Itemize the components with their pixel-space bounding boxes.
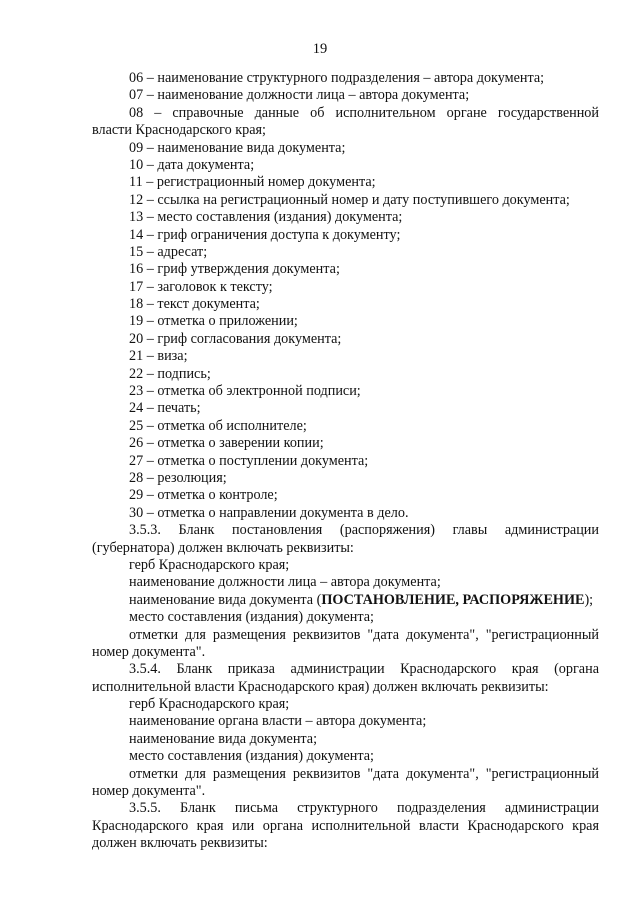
text-line: отметки для размещения реквизитов "дата документа", "регистрационный (129, 626, 599, 643)
text-line: 14 – гриф ограничения доступа к документу; (129, 226, 401, 243)
text-line: 17 – заголовок к тексту; (129, 278, 273, 295)
text-line: 07 – наименование должности лица – автора документа; (129, 87, 470, 104)
text-line: 11 – регистрационный номер документа; (129, 174, 376, 191)
text-line: 08 – справочные данные об исполнительном органе государственной (129, 104, 599, 121)
text-line: (губернатора) должен включать реквизиты: (92, 539, 354, 556)
text-line: 20 – гриф согласования документа; (129, 330, 342, 347)
text-line: власти Краснодарского края; (92, 122, 266, 139)
text-line: 12 – ссылка на регистрационный номер и дату поступившего документа; (129, 191, 570, 208)
text-line: отметки для размещения реквизитов "дата документа", "регистрационный (129, 765, 599, 782)
text-line: 24 – печать; (129, 400, 201, 417)
text-line: 28 – резолюция; (129, 469, 227, 486)
text-line: 25 – отметка об исполнителе; (129, 417, 307, 434)
text-line: 27 – отметка о поступлении документа; (129, 452, 369, 469)
text-line: 15 – адресат; (129, 243, 208, 260)
text-line: 3.5.5. Бланк письма структурного подразделения администрации (129, 800, 599, 817)
text-line: 06 – наименование структурного подразделения – автора документа; (129, 70, 545, 86)
text-line: наименование вида документа; (129, 730, 318, 747)
text-run: ); (584, 591, 594, 608)
text-line: место составления (издания) документа; (129, 609, 374, 626)
text-line: 3.5.3. Бланк постановления (распоряжения) главы администрации (129, 522, 599, 539)
text-line: исполнительной власти Краснодарского края) должен включать реквизиты: (92, 678, 549, 695)
text-line: герб Краснодарского края; (129, 696, 290, 713)
text-line: должен включать реквизиты: (92, 835, 268, 852)
text-line: 26 – отметка о заверении копии; (129, 435, 324, 452)
text-line: 19 – отметка о приложении; (129, 313, 298, 330)
text-line: 22 – подпись; (129, 365, 211, 382)
text-line: наименование должности лица – автора документа; (129, 574, 441, 591)
text-line: номер документа". (92, 643, 206, 660)
text-line: 09 – наименование вида документа; (129, 139, 346, 156)
text-line: 13 – место составления (издания) документа; (129, 209, 403, 226)
text-line: 3.5.4. Бланк приказа администрации Краснодарского края (органа (129, 661, 599, 678)
text-line: 16 – гриф утверждения документа; (129, 261, 340, 278)
document-body (92, 70, 599, 853)
text-line: 21 – виза; (129, 348, 188, 365)
text-line: место составления (издания) документа; (129, 748, 374, 765)
text-line: герб Краснодарского края; (129, 556, 290, 573)
bold-text-run: ПОСТАНОВЛЕНИЕ, РАСПОРЯЖЕНИЕ (321, 591, 585, 608)
text-line: 29 – отметка о контроле; (129, 487, 278, 504)
text-line (92, 592, 599, 609)
text-line: 30 – отметка о направлении документа в дело. (129, 504, 409, 521)
page-number: 19 (312, 41, 328, 57)
text-line: Краснодарского края или органа исполнительной власти Краснодарского края (92, 817, 599, 834)
text-line: номер документа". (92, 783, 206, 800)
text-run: наименование вида документа ( (129, 591, 322, 608)
text-line: 23 – отметка об электронной подписи; (129, 383, 361, 400)
text-line: 18 – текст документа; (129, 296, 260, 313)
text-line: наименование органа власти – автора документа; (129, 713, 427, 730)
text-line: 10 – дата документа; (129, 156, 255, 173)
